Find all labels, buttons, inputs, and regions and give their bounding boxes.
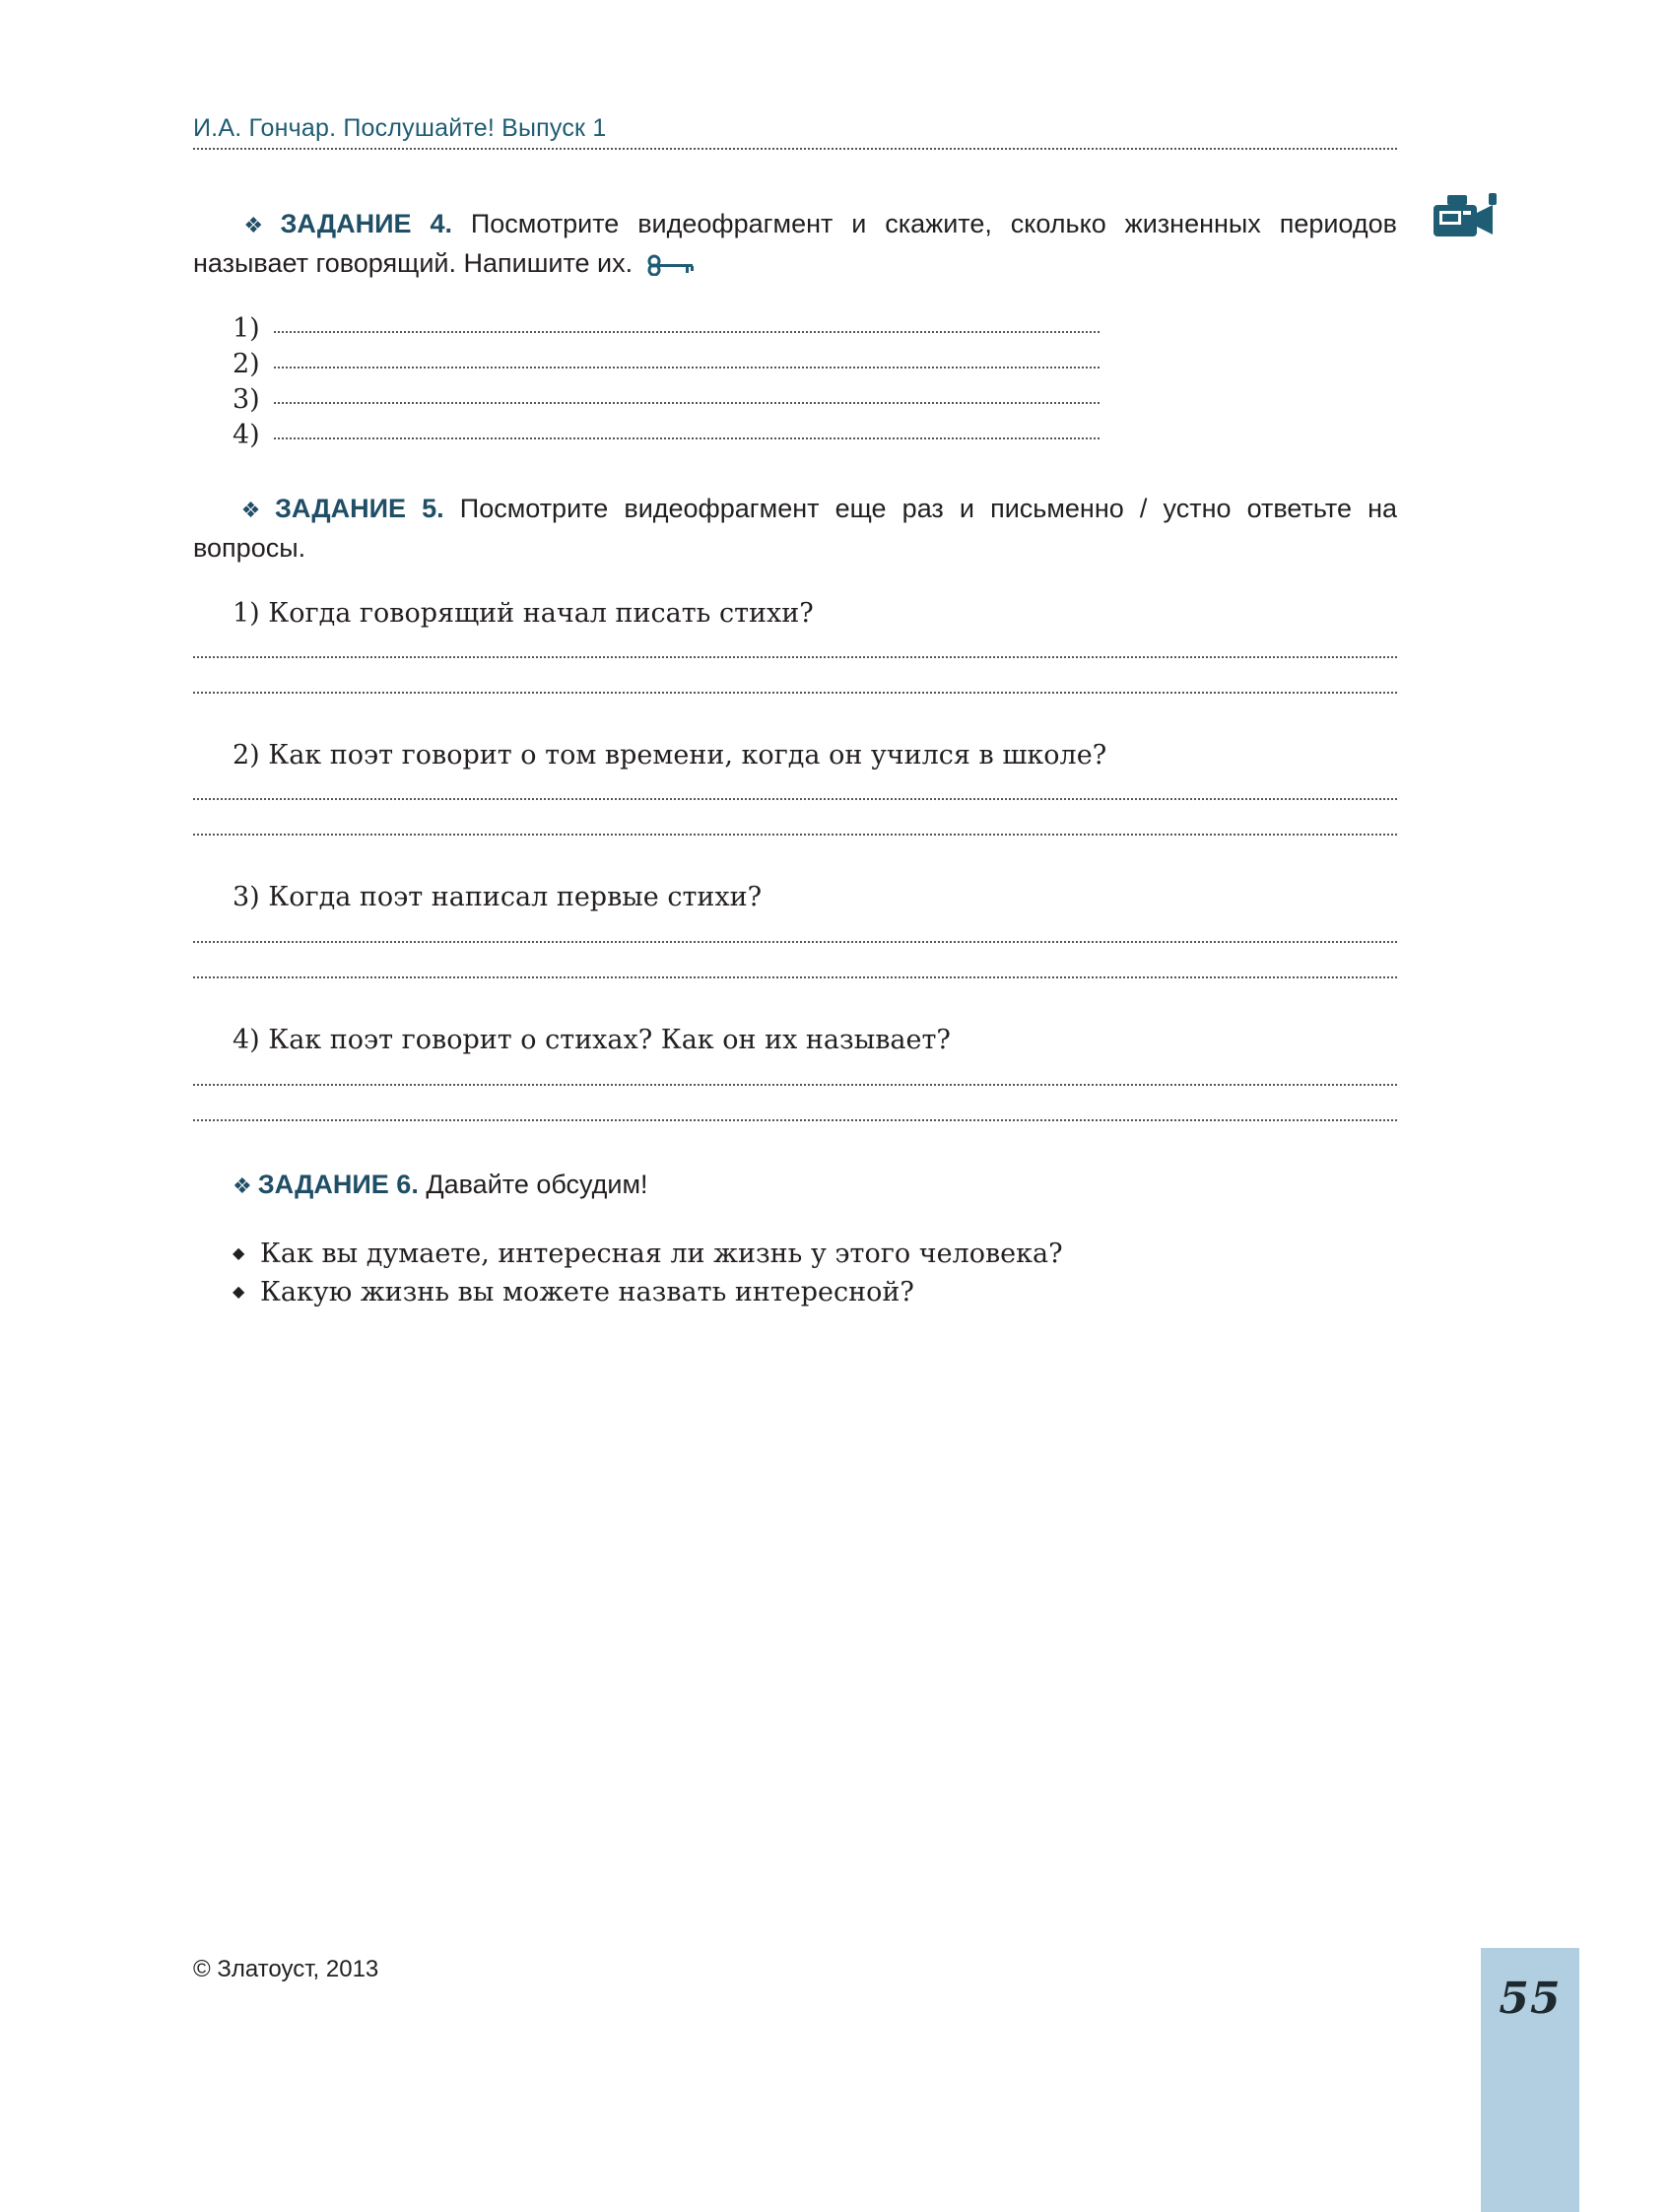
answer-line xyxy=(274,367,1100,369)
task4-paragraph xyxy=(193,205,1397,282)
answer-row[interactable] xyxy=(233,384,1100,420)
answer-line[interactable] xyxy=(193,1084,1397,1086)
task4-answer-list xyxy=(233,313,1100,455)
question-3: 3) Когда поэт написал первые стихи? xyxy=(233,882,763,912)
task6-title: ЗАДАНИЕ 6. xyxy=(257,1170,419,1199)
answer-line[interactable] xyxy=(193,1119,1397,1121)
bullet-icon: ◆ xyxy=(233,1282,245,1301)
answer-line xyxy=(274,437,1100,439)
question-1: 1) Когда говорящий начал писать стихи? xyxy=(233,598,814,629)
answer-number: 2) xyxy=(233,349,260,379)
task4-instructions: Посмотрите видеофрагмент и скажите, сколько жизненных периодов называет говорящий. Напишите их. xyxy=(193,209,1397,278)
answer-row[interactable] xyxy=(233,420,1100,455)
answer-row[interactable] xyxy=(233,313,1100,349)
task6-instructions: Давайте обсудим! xyxy=(426,1170,648,1199)
task6-diamond: ❖ xyxy=(233,1173,252,1198)
answer-row[interactable] xyxy=(233,349,1100,384)
task5-diamond: ❖ xyxy=(233,498,269,522)
answer-line[interactable] xyxy=(193,834,1397,836)
answer-line[interactable] xyxy=(193,656,1397,658)
task4-title: ЗАДАНИЕ 4. xyxy=(280,209,452,238)
answer-number: 1) xyxy=(233,313,260,344)
answer-line[interactable] xyxy=(193,692,1397,694)
question-2: 2) Как поэт говорит о том времени, когда он учился в школе? xyxy=(233,740,1107,771)
task4-diamond: ❖ xyxy=(233,213,275,237)
bullet-text: Какую жизнь вы можете назвать интересной? xyxy=(260,1277,914,1307)
key-icon xyxy=(646,254,696,276)
bullet-icon: ◆ xyxy=(233,1243,245,1262)
task5-paragraph xyxy=(193,490,1397,567)
answer-number: 4) xyxy=(233,420,260,450)
list-item xyxy=(233,1237,1063,1275)
answer-line[interactable] xyxy=(193,976,1397,978)
task6-paragraph xyxy=(193,1166,1397,1205)
answer-line xyxy=(274,331,1100,333)
video-camera-icon xyxy=(1434,191,1499,242)
copyright: © Златоуст, 2013 xyxy=(193,1956,379,1982)
page-number: 55 xyxy=(1499,1974,1562,2024)
bullet-text: Как вы думаете, интересная ли жизнь у этого человека? xyxy=(260,1239,1063,1269)
task6-bullet-list xyxy=(233,1237,1063,1313)
question-4: 4) Как поэт говорит о стихах? Как он их называет? xyxy=(233,1025,951,1055)
answer-number: 3) xyxy=(233,384,260,415)
answer-line xyxy=(274,402,1100,404)
answer-line[interactable] xyxy=(193,798,1397,800)
page-number-tab xyxy=(1481,1948,1579,2212)
task5-title: ЗАДАНИЕ 5. xyxy=(274,494,444,523)
answer-line[interactable] xyxy=(193,941,1397,943)
task5-instructions: Посмотрите видеофрагмент еще раз и письменно / устно ответьте на вопросы. xyxy=(193,494,1397,563)
list-item xyxy=(233,1275,1063,1313)
header-divider xyxy=(193,148,1397,150)
running-head: И.А. Гончар. Послушайте! Выпуск 1 xyxy=(193,114,607,142)
